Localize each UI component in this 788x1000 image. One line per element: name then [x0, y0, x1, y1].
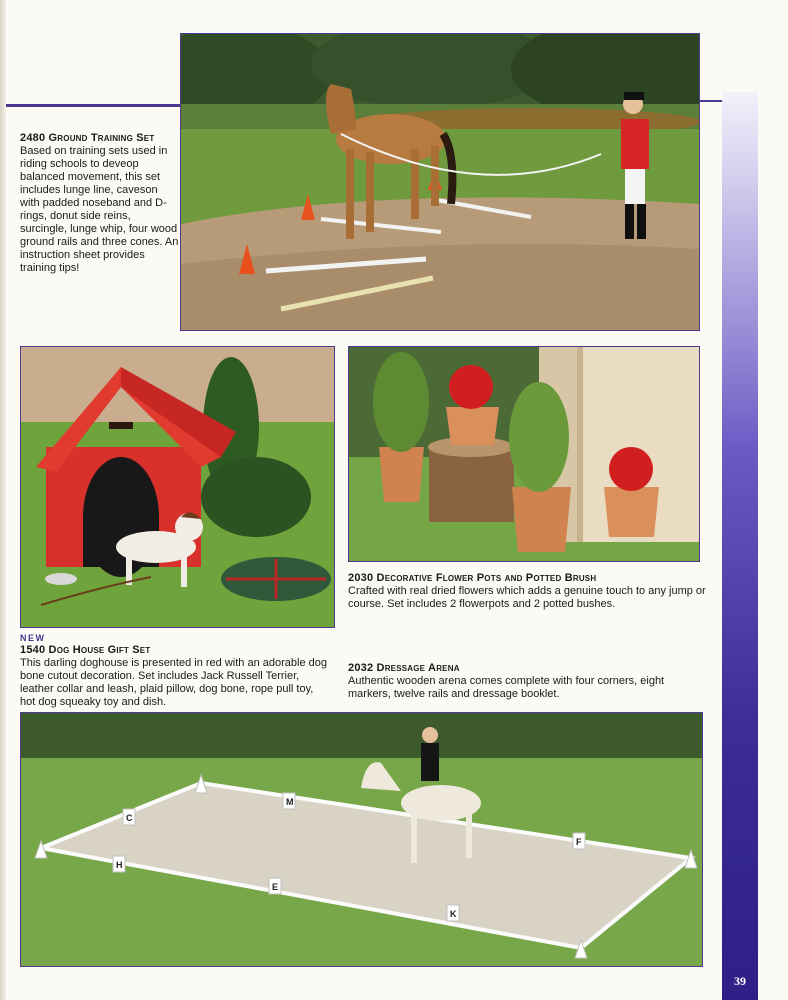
ground-training-caption — [20, 132, 180, 275]
arena-marker-c: C — [126, 813, 133, 823]
dog-house-caption — [20, 644, 330, 709]
dressage-arena-number: 2032 — [348, 662, 374, 674]
ground-training-title — [20, 132, 180, 145]
arena-marker-k: K — [450, 909, 457, 919]
new-badge: NEW — [20, 633, 46, 643]
dog-house-number: 1540 — [20, 644, 46, 656]
flower-pots-photo — [348, 346, 700, 562]
arena-marker-h: H — [116, 860, 123, 870]
side-color-band — [722, 92, 758, 1000]
section-rule — [6, 104, 182, 107]
flower-pots-caption — [348, 572, 708, 611]
flower-pots-name: Decorative Flower Pots and Potted Brush — [376, 572, 597, 584]
dog-house-name: Dog House Gift Set — [48, 644, 151, 656]
band-rule — [700, 100, 722, 102]
ground-training-description: Based on training sets used in riding schools to deveop balanced movement, this set includes lunge line, caveson with padded noseband and D-rings, donut side reins, surcingle, lunge whip, four wood ground rails and three cones. An instruction sheet provides training tips! — [20, 145, 179, 274]
ground-training-photo — [180, 33, 700, 331]
flower-pots-title — [348, 572, 708, 585]
dog-house-photo — [20, 346, 335, 628]
arena-marker-e: E — [272, 882, 279, 892]
dog-house-title — [20, 644, 330, 657]
dressage-arena-description: Authentic wooden arena comes complete with four corners, eight markers, twelve rails and dressage booklet. — [348, 675, 665, 700]
dressage-arena-title — [348, 662, 708, 675]
flower-pots-description: Crafted with real dried flowers which adds a genuine touch to any jump or course. Set includes 2 flowerpots and 2 potted bushes. — [348, 585, 706, 610]
arena-marker-f: F — [576, 837, 582, 847]
ground-training-name: Ground Training Set — [48, 132, 155, 144]
page-number: 39 — [734, 974, 746, 988]
flower-pots-number: 2030 — [348, 572, 374, 584]
page-edge-shadow — [0, 0, 6, 1000]
dog-house-description: This darling doghouse is presented in red with an adorable dog bone cutout decoration. Set includes Jack Russell Terrier, leather collar and leash, plaid pillow, dog bone, rope pull toy, hot dog squeaky toy and dish. — [20, 657, 327, 708]
dressage-arena-photo — [20, 712, 703, 967]
dressage-arena-name: Dressage Arena — [376, 662, 460, 674]
arena-marker-m: M — [286, 797, 294, 807]
ground-training-number: 2480 — [20, 132, 46, 144]
dressage-arena-caption — [348, 662, 708, 701]
